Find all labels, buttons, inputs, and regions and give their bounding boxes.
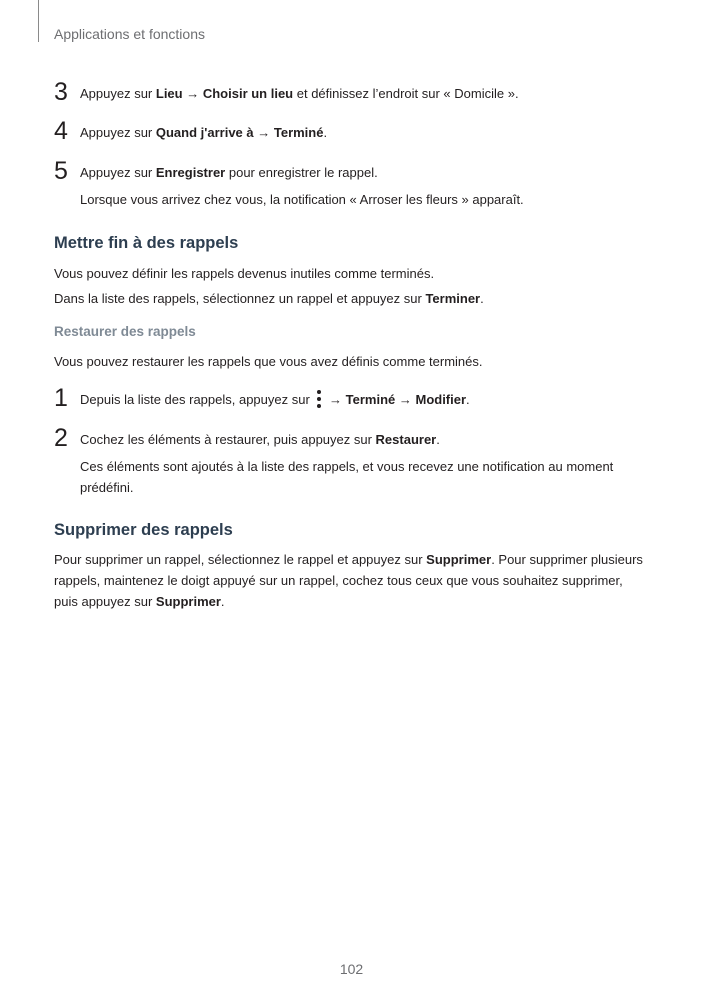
step-text: Cochez les éléments à restaurer, puis appuyez sur Restaurer. [80, 432, 440, 447]
page-number: 102 [339, 961, 364, 977]
paragraph: Vous pouvez définir les rappels devenus inutiles comme terminés. [54, 266, 435, 281]
step-note: Lorsque vous arrivez chez vous, la notification « Arroser les fleurs » apparaît. [80, 192, 524, 207]
heading-delete-reminders: Supprimer des rappels [54, 521, 233, 539]
paragraph: Dans la liste des rappels, sélectionnez un rappel et appuyez sur Terminer. [54, 291, 484, 306]
step-number: 5 [54, 157, 68, 185]
section-header: Applications et fonctions [54, 26, 205, 42]
subheading-restore-reminders: Restaurer des rappels [54, 324, 196, 339]
step-number: 1 [54, 384, 68, 412]
step-text: Appuyez sur Lieu → Choisir un lieu et définissez l’endroit sur « Domicile ». [80, 86, 519, 101]
step-text: Appuyez sur Quand j'arrive à → Terminé. [80, 125, 328, 140]
step-number: 3 [54, 78, 68, 106]
step-number: 2 [54, 424, 68, 452]
paragraph: Vous pouvez restaurer les rappels que vous avez définis comme terminés. [54, 354, 483, 369]
more-options-icon [316, 390, 322, 408]
step-text: Depuis la liste des rappels, appuyez sur → Terminé → Modifier. [80, 392, 470, 407]
header-rule [38, 0, 39, 42]
paragraph: Pour supprimer un rappel, sélectionnez le rappel et appuyez sur Supprimer. Pour supprimer plusieurs rappels, maintenez le doigt appuyé sur un rappel, cochez tous ceux que vous souhaitez supprimer, puis appuyez sur Supprimer. [54, 552, 643, 609]
step-text: Appuyez sur Enregistrer pour enregistrer le rappel. [80, 165, 378, 180]
step-number: 4 [54, 117, 68, 145]
step-note: Ces éléments sont ajoutés à la liste des rappels, et vous recevez une notification au moment prédéfini. [80, 459, 614, 495]
heading-end-reminders: Mettre fin à des rappels [54, 234, 239, 252]
